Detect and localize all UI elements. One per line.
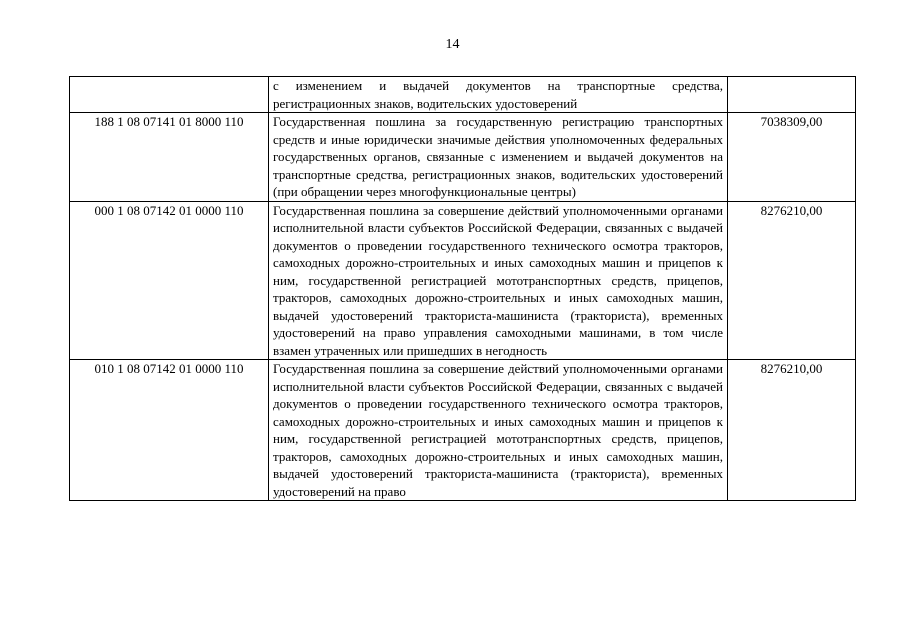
classification-code-cell: 000 1 08 07142 01 0000 110: [70, 201, 269, 360]
amount-cell: [728, 77, 856, 113]
amount-cell: 8276210,00: [728, 201, 856, 360]
table-row: [70, 360, 856, 501]
amount-cell: 7038309,00: [728, 113, 856, 202]
table-row: [70, 113, 856, 202]
revenue-name-cell: Государственная пошлина за совершение действий уполномоченными органами исполнительной власти субъектов Российской Федерации, связанных с выдачей документов о проведении государственного технического осмотра тракторов, самоходных дорожно-строительных и иных самоходных машин и прицепов к ним, государственной регистрацией мототранспортных средств, прицепов, тракторов, самоходных дорожно-строительных и иных самоходных машин, выдачей удостоверений тракториста-машиниста (тракториста), временных удостоверений на право: [269, 360, 728, 501]
classification-code-cell: 188 1 08 07141 01 8000 110: [70, 113, 269, 202]
table-row: [70, 77, 856, 113]
classification-code-cell: 010 1 08 07142 01 0000 110: [70, 360, 269, 501]
budget-revenue-table: [69, 76, 856, 501]
revenue-name-cell: с изменением и выдачей документов на транспортные средства, регистрационных знаков, водительских удостоверений: [269, 77, 728, 113]
table-row: [70, 201, 856, 360]
revenue-name-cell: Государственная пошлина за государственную регистрацию транспортных средств и иные юридически значимые действия уполномоченных федеральных государственных органов, связанные с изменением и выдачей документов на транспортные средства, регистрационных знаков, водительских удостоверений (при обращении через многофункциональные центры): [269, 113, 728, 202]
page-number: 14: [445, 37, 460, 52]
amount-cell: 8276210,00: [728, 360, 856, 501]
classification-code-cell: [70, 77, 269, 113]
revenue-name-cell: Государственная пошлина за совершение действий уполномоченными органами исполнительной власти субъектов Российской Федерации, связанных с выдачей документов о проведении государственного технического осмотра тракторов, самоходных дорожно-строительных и иных самоходных машин и прицепов к ним, государственной регистрацией мототранспортных средств, прицепов, тракторов, самоходных дорожно-строительных и иных самоходных машин, выдачей удостоверений тракториста-машиниста (тракториста), временных удостоверений на право управления самоходными машинами, в том числе взамен утраченных или пришедших в негодность: [269, 201, 728, 360]
